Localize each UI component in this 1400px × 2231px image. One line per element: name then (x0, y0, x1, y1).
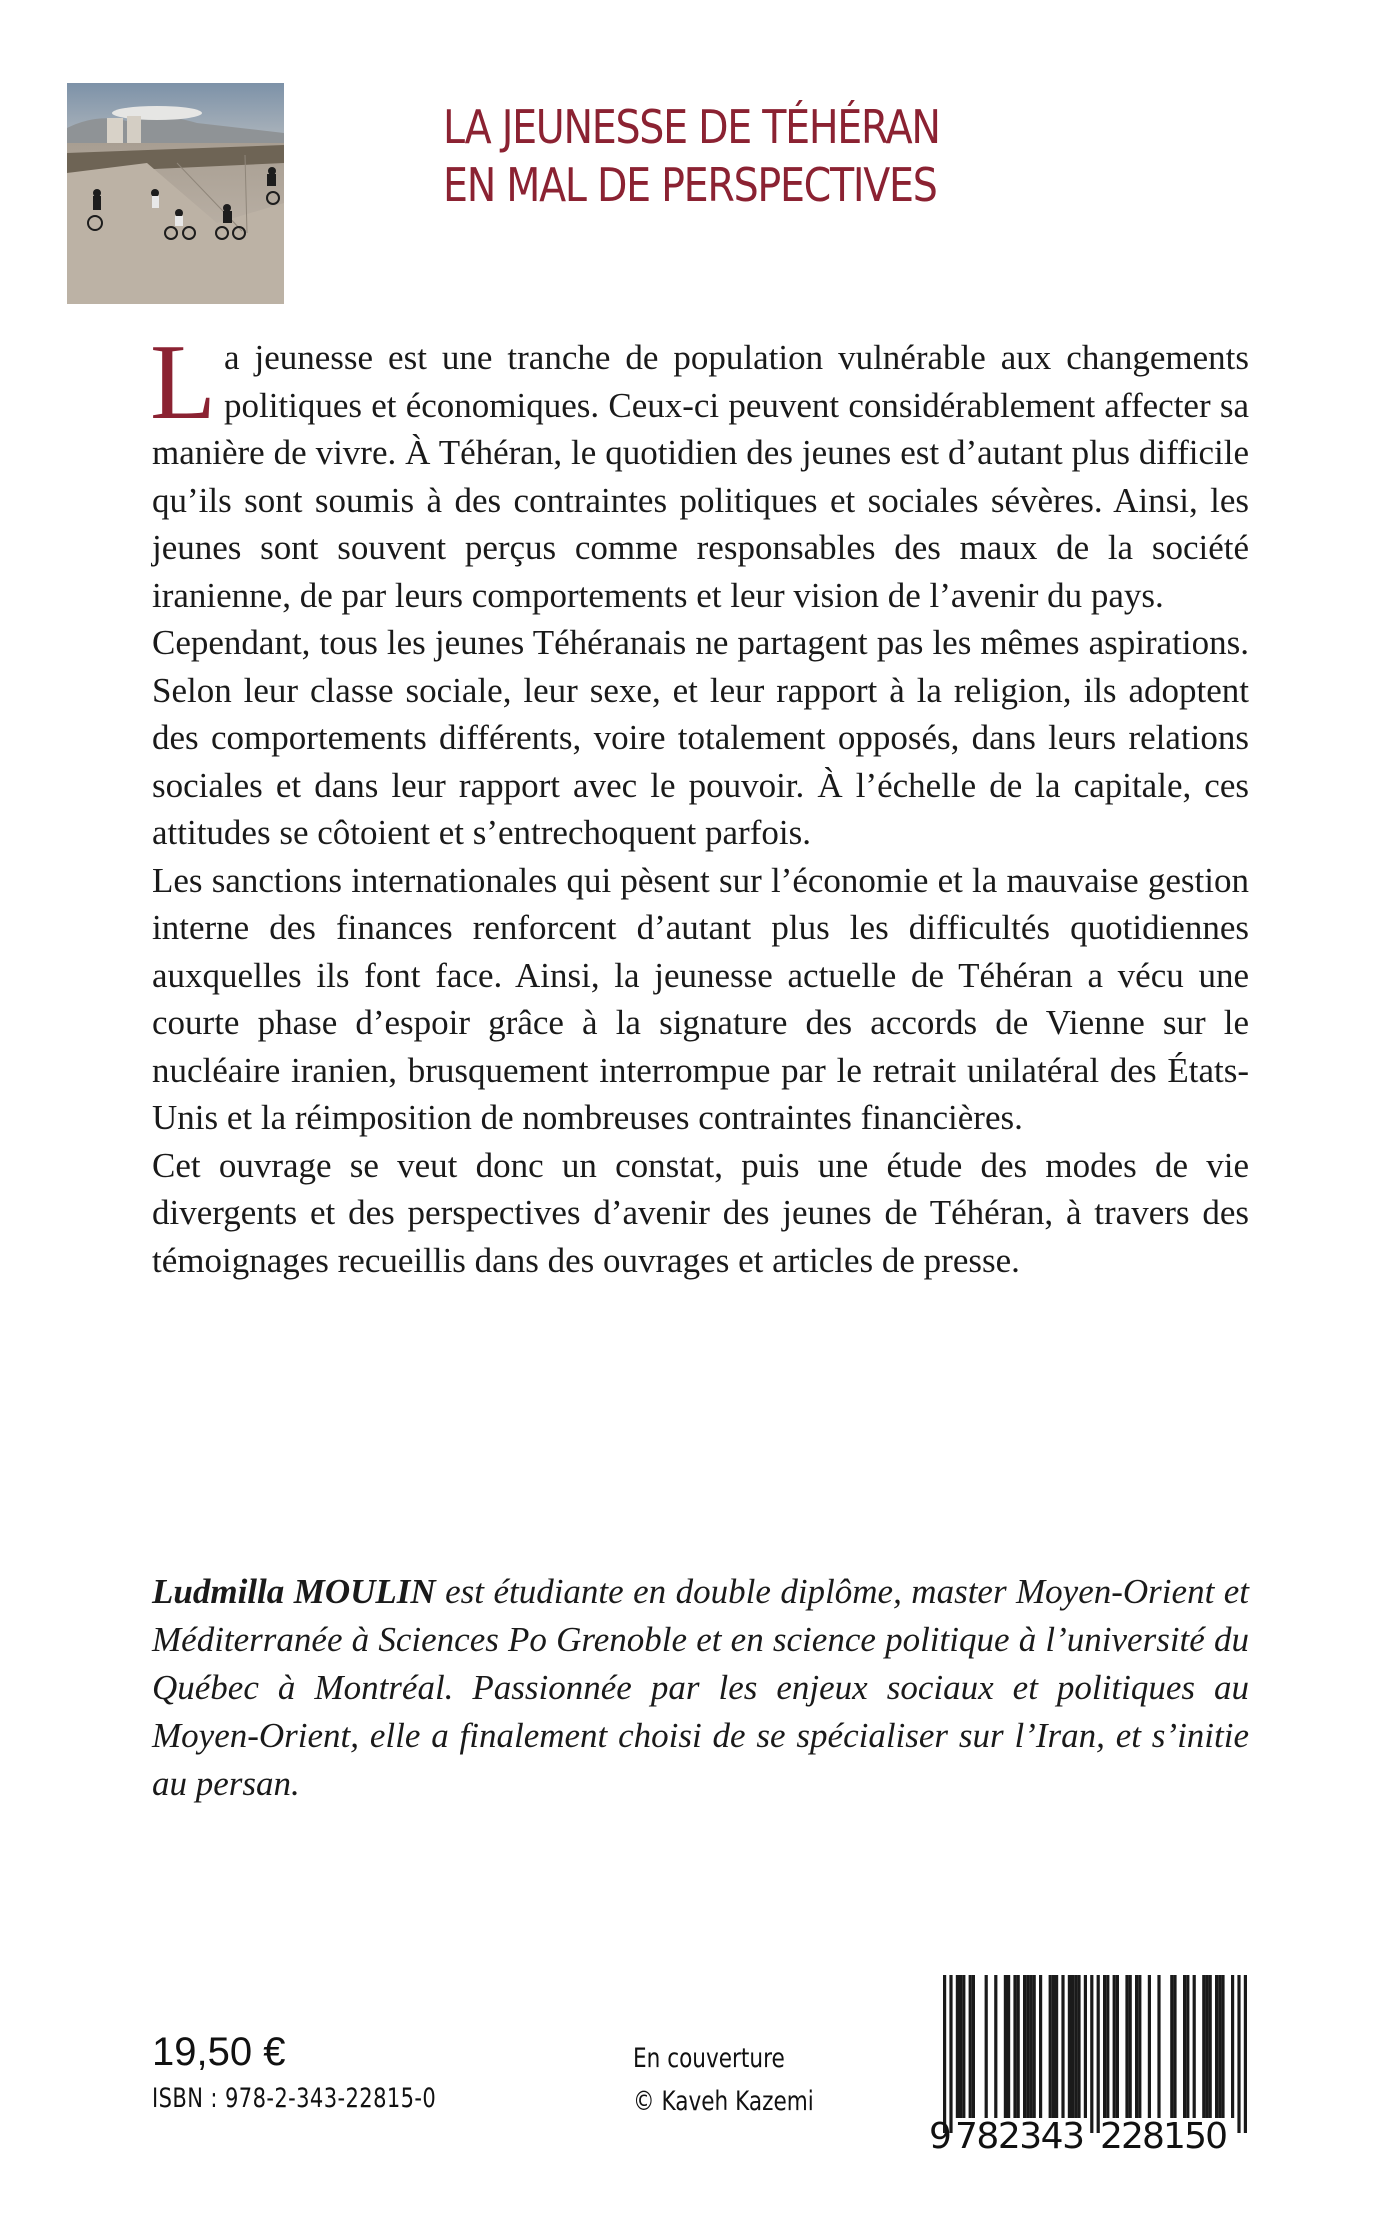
barcode-bar (1007, 1975, 1010, 2118)
author-bio-text: est étudiante en double diplôme, master Moyen-Orient et Méditerranée à Sciences Po Grenoble et en science politique à l’université du Québec à Montréal. Passionnée par les enjeux sociaux et politiques au Moyen-Orient, elle a finalement choisi de se spécialiser sur l’Iran, et s’initie au persan. (152, 1572, 1249, 1803)
barcode-bar (1084, 1975, 1087, 2118)
barcode-bar (1218, 1975, 1221, 2118)
barcode-bar (1106, 1975, 1109, 2118)
barcode-guard-bar (1090, 1975, 1093, 2133)
isbn-barcode (915, 1970, 1255, 2160)
summary-paragraph-3: Les sanctions internationales qui pèsent sur l’économie et la mauvaise gestion interne des finances renforcent d’autant plus les difficultés quotidiennes auxquelles ils font face. Ainsi, la jeunesse actuelle de Téhéran a vécu une courte phase d’espoir grâce à la signature des accords de Vienne sur le nucléaire iranien, brusquement interrompue par le retrait unilatéral des États-Unis et la réimposition de nombreuses contraintes financières. (152, 860, 1249, 1137)
barcode-bar (1004, 1975, 1007, 2118)
barcode-bar (1135, 1975, 1138, 2118)
barcode-bar (962, 1975, 965, 2118)
cover-credit (633, 2037, 814, 2123)
barcode-bars (943, 1975, 1247, 2133)
author-name: Ludmilla MOULIN (152, 1572, 436, 1611)
barcode-guard-bar (1097, 1975, 1100, 2133)
barcode-bar (1170, 1975, 1173, 2118)
summary-paragraph-2: Cependant, tous les jeunes Téhéranais ne partagent pas les mêmes aspirations. Selon leur classe sociale, leur sexe, et leur rapport à la religion, ils adoptent des comportements différents, voire totalement opposés, dans leurs relations sociales et dans leur rapport avec le pouvoir. À l’échelle de la capitale, ces attitudes se côtoient et s’entrechoquent parfois. (152, 623, 1249, 852)
barcode-bar (994, 1975, 997, 2118)
barcode-bar (1202, 1975, 1205, 2118)
barcode-graphic (915, 1970, 1255, 2160)
barcode-bar (1055, 1975, 1058, 2118)
barcode-bar (1113, 1975, 1116, 2118)
barcode-bar (1039, 1975, 1042, 2118)
book-title-line-1: LA JEUNESSE DE TÉHÉRAN (443, 100, 940, 154)
barcode-bar (956, 1975, 959, 2118)
barcode-bar (1071, 1975, 1074, 2118)
isbn: ISBN : 978-2-343-22815-0 (152, 2083, 437, 2114)
book-title-line-2: EN MAL DE PERSPECTIVES (443, 158, 937, 212)
book-title (443, 98, 940, 214)
barcode-bar (1186, 1975, 1189, 2118)
barcode-bar (1183, 1975, 1186, 2118)
summary-paragraph-1-text: a jeunesse est une tranche de population vulnérable aux changements politiques et économiques. Ceux-ci peuvent considérablement affecter sa manière de vivre. À Téhéran, le quotidien des jeunes est d’autant plus difficile qu’ils sont soumis à des contraintes politiques et sociales sévères. Ainsi, les jeunes sont souvent perçus comme responsables des maux de la société iranienne, de par leurs comportements et leur vision de l’avenir du pays. (152, 338, 1249, 615)
barcode-bar (1061, 1975, 1064, 2118)
summary-paragraph-1 (150, 323, 1249, 619)
barcode-bar (1103, 1975, 1106, 2118)
barcode-bar (1033, 1975, 1036, 2118)
barcode-bar (1209, 1975, 1212, 2118)
barcode-guard-bar (1244, 1975, 1247, 2133)
barcode-bar (1013, 1975, 1016, 2118)
barcode-bar (1221, 1975, 1224, 2118)
cover-credit-photographer: © Kaveh Kazemi (633, 2086, 814, 2117)
barcode-bar (972, 1975, 975, 2118)
barcode-bar (1173, 1975, 1176, 2118)
summary-paragraph-4: Cet ouvrage se veut donc un constat, puis une étude des modes de vie divergents et des perspectives d’avenir des jeunes de Téhéran, à travers des témoignages recueillis dans des ouvrages et articles de presse. (152, 1145, 1249, 1280)
drop-cap: L (150, 323, 216, 442)
barcode-bar (1017, 1975, 1020, 2118)
barcode-bar (1125, 1975, 1128, 2118)
barcode-bar (1138, 1975, 1141, 2118)
barcode-bar (1205, 1975, 1208, 2118)
barcode-bar (1193, 1975, 1196, 2118)
barcode-bar (1026, 1975, 1029, 2118)
barcode-bar (1068, 1975, 1071, 2118)
author-bio-paragraph (152, 1568, 1249, 1808)
barcode-guard-bar (1237, 1975, 1240, 2133)
barcode-bar (1116, 1975, 1119, 2118)
barcode-bar (985, 1975, 988, 2118)
barcode-digit-first: 9 (929, 2116, 952, 2157)
barcode-bar (1148, 1975, 1151, 2118)
barcode-guard-bar (949, 1975, 952, 2133)
barcode-bar (1129, 1975, 1132, 2118)
barcode-guard-bar (943, 1975, 946, 2133)
barcode-bar (959, 1975, 962, 2118)
barcode-bar (1049, 1975, 1052, 2118)
barcode-bar (1157, 1975, 1160, 2118)
barcode-bar (1074, 1975, 1077, 2118)
barcode-bar (1029, 1975, 1032, 2118)
cyclists-photo-image (67, 83, 284, 304)
price: 19,50 € (152, 2030, 286, 2074)
barcode-bar (1231, 1975, 1234, 2118)
barcode-bar (1023, 1975, 1026, 2118)
cover-photo (67, 83, 284, 304)
barcode-digits-left: 782343 (955, 2116, 1085, 2157)
cover-credit-label: En couverture (633, 2043, 785, 2074)
author-bio (152, 1568, 1249, 1808)
barcode-digits-right: 228150 (1100, 2116, 1228, 2157)
book-summary (150, 323, 1249, 1284)
barcode-bar (1077, 1975, 1080, 2118)
barcode-bar (969, 1975, 972, 2118)
barcode-bar (1052, 1975, 1055, 2118)
barcode-bar (1215, 1975, 1218, 2118)
